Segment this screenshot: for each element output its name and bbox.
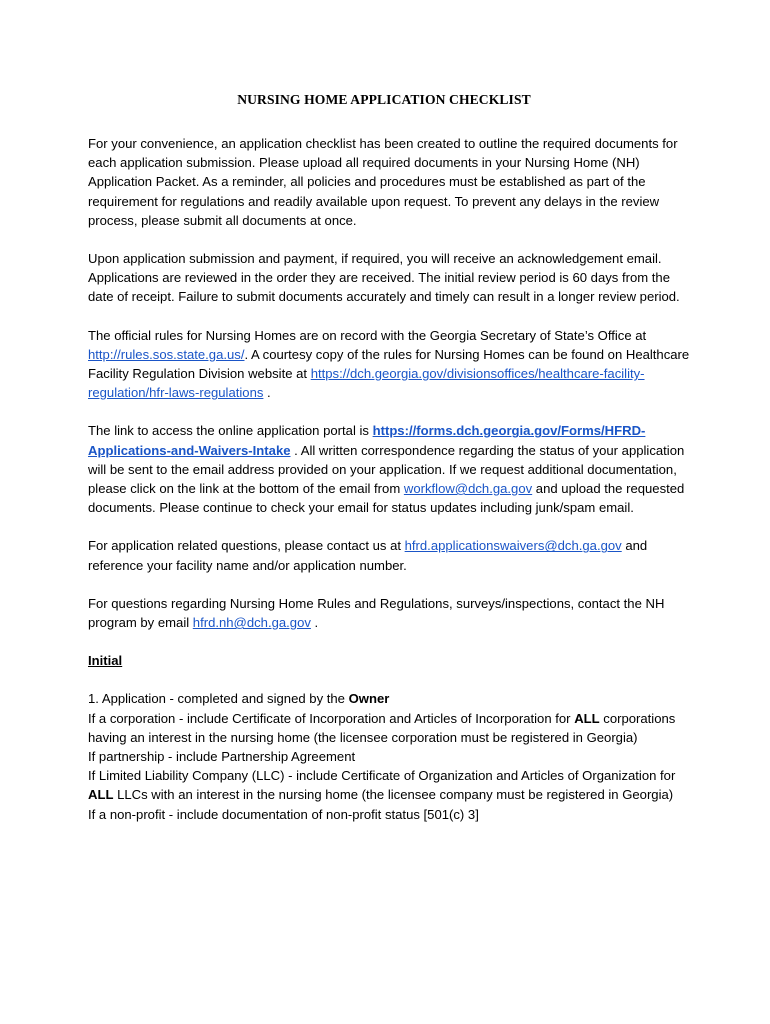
list-item: If a non-profit - include documentation of non-profit status [501(c) 3] bbox=[88, 806, 479, 822]
checklist-items bbox=[88, 689, 690, 823]
document-title: NURSING HOME APPLICATION CHECKLIST bbox=[237, 92, 531, 107]
portal-text-c: and upload the requested documents. Please continue to check your email for status updates including junk/spam email. bbox=[88, 481, 685, 516]
list-item bbox=[88, 689, 690, 708]
item1-text: 1. Application - completed and signed by the bbox=[88, 691, 349, 707]
review-paragraph: Upon application submission and payment, if required, you will receive an acknowledgement email. Applications are reviewed in the order they are received. The initial review period is 60 days from the date of receipt. Failure to submit documents accurately and timely can result in a longer review period. bbox=[88, 251, 680, 305]
portal-link[interactable]: https://forms.dch.georgia.gov/Forms/HFRD-Applications-and-Waivers-Intake bbox=[88, 423, 646, 458]
nh-email-link[interactable]: hfrd.nh@dch.ga.gov bbox=[192, 615, 311, 631]
nh-contact-paragraph bbox=[88, 594, 690, 632]
rules-text-b: . A courtesy copy of the rules for Nursing Homes can be found on Healthcare Facility Regulation Division website at bbox=[88, 346, 690, 382]
portal-paragraph bbox=[88, 421, 690, 517]
list-item: If partnership - include Partnership Agreement bbox=[88, 749, 356, 765]
item2-text-c: corporations having an interest in the nursing home (the licensee corporation must be registered in Georgia) bbox=[88, 710, 676, 745]
nh-text-a: For questions regarding Nursing Home Rules and Regulations, surveys/inspections, contact the NH program by email bbox=[88, 595, 665, 631]
rules-paragraph bbox=[88, 326, 690, 403]
item2-bold: ALL bbox=[574, 710, 600, 726]
item1-bold: Owner bbox=[348, 691, 390, 707]
rules-sos-link[interactable]: http://rules.sos.state.ga.us/ bbox=[88, 346, 245, 362]
section-heading-initial: Initial bbox=[88, 653, 123, 669]
item4-text-c: LLCs with an interest in the nursing home (the licensee company must be registered in Georgia) bbox=[113, 787, 674, 803]
nh-text-b: . bbox=[310, 615, 319, 631]
rules-text-c: . bbox=[263, 385, 271, 401]
intro-paragraph: For your convenience, an application checklist has been created to outline the required documents for each application submission. Please upload all required documents in your Nursing Home (NH) Application Packet. As a reminder, all policies and procedures must be established as part of the requirement for regulations and readily available upon request. To prevent any delays in the review process, please submit all documents at once. bbox=[88, 136, 678, 228]
workflow-email-link[interactable]: workflow@dch.ga.gov bbox=[403, 481, 533, 497]
hfr-laws-link[interactable]: https://dch.georgia.gov/divisionsoffices/healthcare-facility-regulation/hfr-laws-regulations bbox=[88, 366, 645, 401]
applications-email-link[interactable]: hfrd.applicationswaivers@dch.ga.gov bbox=[404, 538, 622, 554]
portal-text-b: . All written correspondence regarding the status of your application will be sent to the email address provided on your application. If we request additional documentation, please click on the link at the bottom of the email from bbox=[88, 442, 685, 497]
questions-text-b: and reference your facility name and/or application number. bbox=[88, 538, 648, 573]
list-item bbox=[88, 709, 690, 747]
item4-text-a: If Limited Liability Company (LLC) - include Certificate of Organization and Articles of Organization for bbox=[88, 768, 676, 784]
item2-text-a: If a corporation - include Certificate of Incorporation and Articles of Incorporation for bbox=[88, 710, 575, 726]
questions-text-a: For application related questions, please contact us at bbox=[88, 538, 405, 554]
rules-text-a: The official rules for Nursing Homes are on record with the Georgia Secretary of State’s Office at bbox=[88, 327, 647, 343]
questions-paragraph bbox=[88, 536, 690, 574]
portal-text-a: The link to access the online application portal is bbox=[88, 423, 373, 439]
list-item bbox=[88, 766, 690, 804]
item4-bold: ALL bbox=[88, 787, 114, 803]
